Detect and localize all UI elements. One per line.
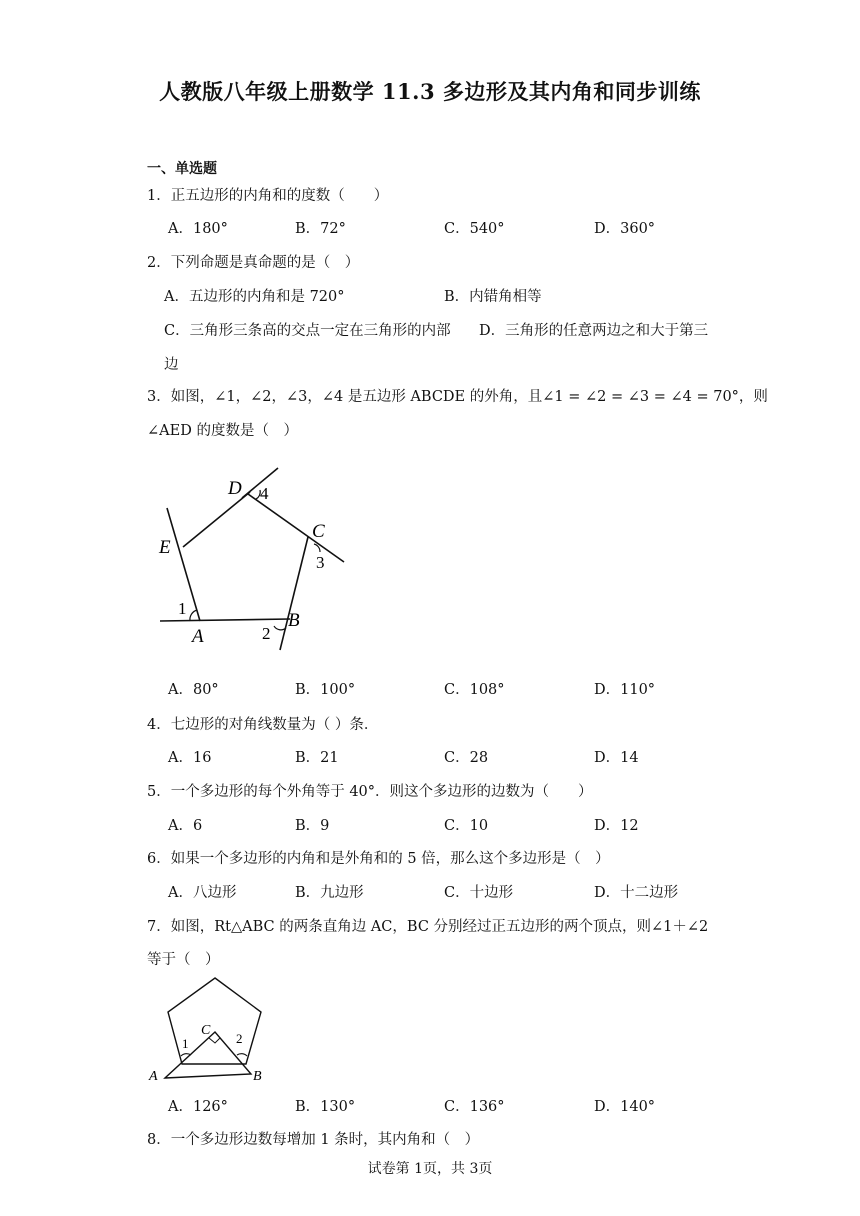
q1-option-a: A．180°	[168, 221, 228, 237]
label-d: D	[228, 478, 242, 499]
q5-option-c: C．10	[444, 818, 489, 834]
label-e: E	[159, 537, 171, 558]
label-2: 2	[236, 1031, 243, 1046]
document-title: 人教版八年级上册数学 11.3 多边形及其内角和同步训练	[159, 79, 701, 104]
label-c: C	[312, 521, 325, 542]
angle-1-arc	[190, 610, 197, 621]
line-ed	[183, 492, 250, 547]
question-3-stem-line2: ∠AED 的度数是（ ）	[147, 423, 298, 439]
line-ea-extension	[160, 619, 290, 621]
q3-option-c: C．108°	[444, 682, 505, 698]
q7-option-d: D．140°	[594, 1099, 656, 1115]
q5-option-b: B．9	[295, 818, 330, 834]
q3-option-d: D．110°	[594, 682, 656, 698]
q3-option-a: A．80°	[168, 682, 219, 698]
q4-option-a: A．16	[168, 750, 212, 766]
angle-2-arc	[274, 626, 286, 630]
question-6-stem: 6．如果一个多边形的内角和是外角和的 5 倍，那么这个多边形是（ ）	[147, 851, 610, 867]
question-3-stem-line1: 3．如图，∠1，∠2，∠3，∠4 是五边形 ABCDE 的外角，且∠1 = ∠2 = ∠3 = ∠4 = 70°，则	[147, 389, 768, 405]
q5-option-a: A．6	[168, 818, 203, 834]
right-angle-mark	[209, 1038, 220, 1043]
label-2: 2	[262, 624, 271, 643]
section-heading: 一、单选题	[147, 161, 217, 177]
question-2-stem: 2．下列命题是真命题的是（ ）	[147, 255, 360, 271]
label-a: A	[149, 1069, 158, 1084]
question-7-stem-line1: 7．如图，Rt△ABC 的两条直角边 AC，BC 分别经过正五边形的两个顶点，则∠1＋∠2	[147, 919, 709, 935]
q4-option-d: D．14	[594, 750, 639, 766]
label-1: 1	[182, 1036, 189, 1051]
label-b: B	[288, 610, 300, 631]
regular-pentagon	[168, 978, 261, 1064]
label-3: 3	[316, 553, 325, 572]
line-cb	[280, 537, 308, 650]
q2-option-d: D．三角形的任意两边之和大于第三	[479, 323, 709, 339]
q3-option-b: B．100°	[295, 682, 356, 698]
q2-option-d-wrap: 边	[164, 357, 179, 373]
label-1: 1	[178, 599, 187, 618]
q7-option-a: A．126°	[168, 1099, 228, 1115]
q5-option-d: D．12	[594, 818, 639, 834]
q1-option-c: C．540°	[444, 221, 505, 237]
q7-option-c: C．136°	[444, 1099, 505, 1115]
label-c: C	[201, 1023, 211, 1038]
line-dc	[248, 494, 344, 562]
q4-option-b: B．21	[295, 750, 339, 766]
q6-option-c: C．十边形	[444, 885, 514, 901]
label-b: B	[253, 1069, 262, 1084]
q6-option-b: B．九边形	[295, 885, 364, 901]
q4-option-c: C．28	[444, 750, 489, 766]
question-1-stem: 1．正五边形的内角和的度数（ ）	[147, 188, 389, 204]
q1-option-b: B．72°	[295, 221, 346, 237]
label-4: 4	[260, 484, 269, 503]
question-5-stem: 5．一个多边形的每个外角等于 40°．则这个多边形的边数为（ ）	[147, 784, 593, 800]
question-7-stem-line2: 等于（ ）	[147, 952, 220, 968]
q7-option-b: B．130°	[295, 1099, 356, 1115]
q2-option-a: A．五边形的内角和是 720°	[164, 289, 345, 305]
pentagon-exterior-angles-figure	[150, 460, 360, 660]
q6-option-a: A．八边形	[168, 885, 237, 901]
q2-option-c: C．三角形三条高的交点一定在三角形的内部	[164, 323, 451, 339]
question-4-stem: 4．七边形的对角线数量为（ ）条．	[147, 717, 379, 733]
q1-option-d: D．360°	[594, 221, 656, 237]
angle-2-arc	[237, 1054, 247, 1056]
label-a: A	[192, 626, 204, 647]
q2-option-b: B．内错角相等	[444, 289, 542, 305]
pentagon-right-triangle-figure	[145, 972, 275, 1087]
page-footer: 试卷第 1页，共 3页	[367, 1161, 493, 1177]
question-8-stem: 8．一个多边形边数每增加 1 条时，其内角和（ ）	[147, 1132, 480, 1148]
q6-option-d: D．十二边形	[594, 885, 679, 901]
